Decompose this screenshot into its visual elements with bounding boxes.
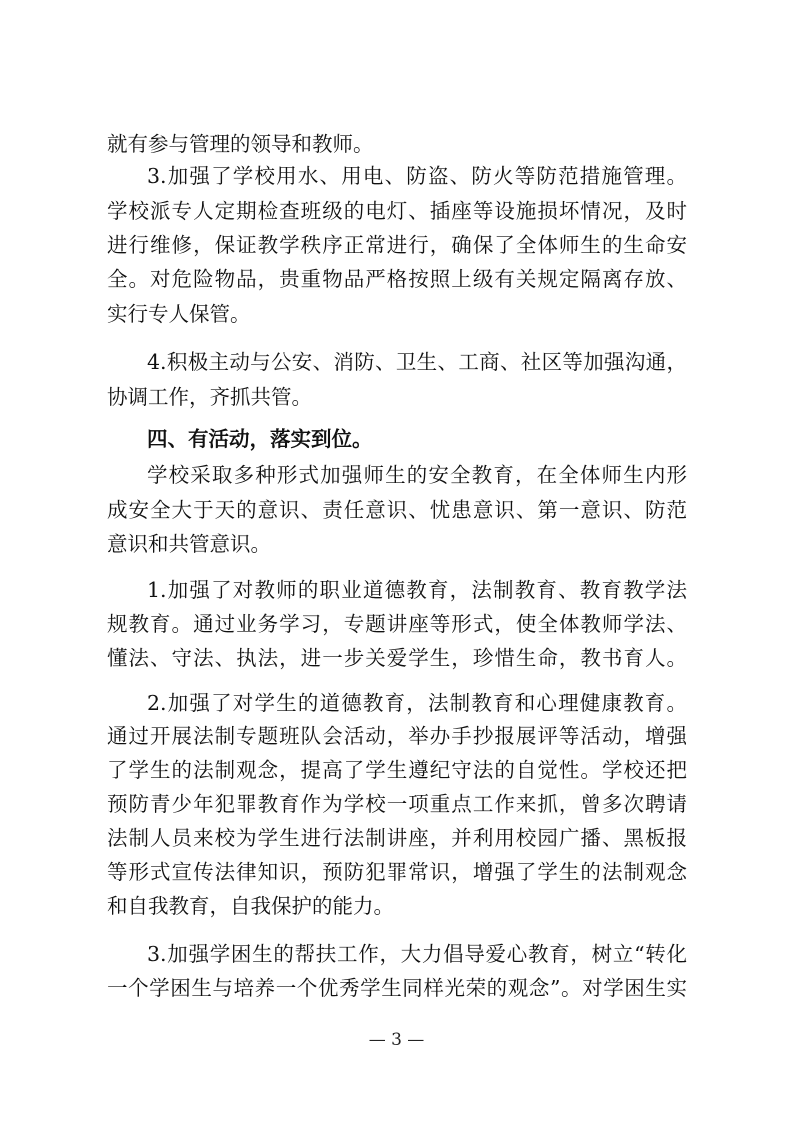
text-line: 实行专人保管。 (107, 302, 251, 326)
text-line: 2.加强了对学生的道德教育，法制教育和心理健康教育。 (147, 691, 687, 715)
text-line: 就有参与管理的领导和教师。 (107, 132, 374, 156)
text-line: 成安全大于天的意识、责任意识、忧患意识、第一意识、防范 (107, 498, 687, 522)
text-line: 协调工作，齐抓共管。 (107, 385, 312, 409)
section-heading: 四、有活动，落实到位。 (147, 427, 373, 451)
text-line: 法制人员来校为学生进行法制讲座，并利用校园广播、黑板报 (107, 826, 687, 850)
text-line: 全。对危险物品，贵重物品严格按照上级有关规定隔离存放、 (107, 267, 687, 291)
text-line: 一个学困生与培养一个优秀学生同样光荣的观念”。对学困生实 (107, 976, 687, 1000)
text-line: 3.加强了学校用水、用电、防盗、防火等防范措施管理。 (147, 164, 687, 188)
text-line: 预防青少年犯罪教育作为学校一项重点工作来抓，曾多次聘请 (107, 792, 687, 816)
text-line: 学校采取多种形式加强师生的安全教育，在全体师生内形 (147, 463, 687, 487)
text-line: 意识和共管意识。 (107, 532, 271, 556)
text-line: 了学生的法制观念，提高了学生遵纪守法的自觉性。学校还把 (107, 758, 687, 782)
text-line: 4.积极主动与公安、消防、卫生、工商、社区等加强沟通， (147, 350, 687, 374)
text-line: 规教育。通过业务学习，专题讲座等形式，使全体教师学法、 (107, 612, 687, 636)
text-line: 通过开展法制专题班队会活动，举办手抄报展评等活动，增强 (107, 724, 687, 748)
text-line: 懂法、守法、执法，进一步关爱学生，珍惜生命，教书育人。 (107, 646, 687, 670)
text-line: 1.加强了对教师的职业道德教育，法制教育、教育教学法 (147, 578, 687, 602)
text-line: 进行维修，保证教学秩序正常进行，确保了全体师生的生命安 (107, 233, 687, 257)
text-line: 等形式宣传法律知识，预防犯罪常识，增强了学生的法制观念 (107, 860, 687, 884)
text-line: 3.加强学困生的帮扶工作，大力倡导爱心教育，树立“转化 (147, 942, 687, 966)
text-line: 学校派专人定期检查班级的电灯、插座等设施损坏情况，及时 (107, 199, 687, 223)
text-line: 和自我教育，自我保护的能力。 (107, 894, 394, 918)
page-number: — 3 — (368, 1030, 425, 1050)
